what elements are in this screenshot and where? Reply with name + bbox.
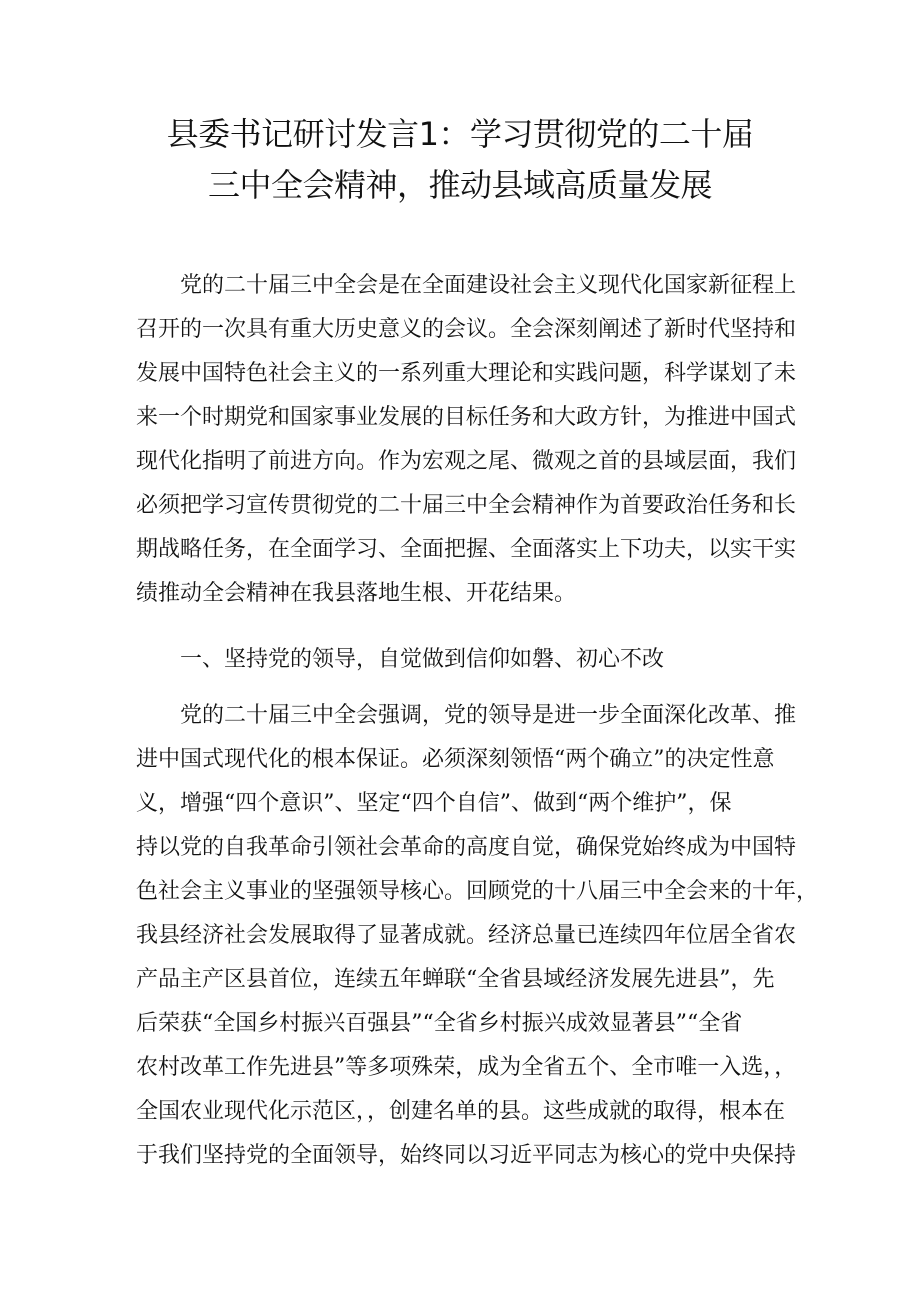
paragraph-2-line: 我县经济社会发展取得了显著成就。经济总量已连续四年位居全省农: [136, 923, 797, 948]
document-title-line-2: 三中全会精神，推动县域高质量发展: [207, 166, 712, 204]
paragraph-2-line: 农村改革工作先进县”等多项殊荣，成为全省五个、全市唯一入选，，: [136, 1055, 797, 1080]
paragraph-1-line: 绩推动全会精神在我县落地生根、开花结果。: [136, 581, 577, 606]
document-title-line-1: 县委书记研讨发言1：学习贯彻党的二十届: [166, 115, 754, 153]
paragraph-1-line: 现代化指明了前进方向。作为宏观之尾、微观之首的县域层面，我们: [136, 449, 797, 474]
paragraph-2-line: 持以党的自我革命引领社会革命的高度自觉，确保党始终成为中国特: [136, 835, 797, 860]
paragraph-1-line: 期战略任务，在全面学习、全面把握、全面落实上下功夫，以实干实: [136, 537, 797, 562]
paragraph-1-line: 必须把学习宣传贯彻党的二十届三中全会精神作为首要政治任务和长: [136, 493, 797, 518]
paragraph-1-line: 召开的一次具有重大历史意义的会议。全会深刻阐述了新时代坚持和: [136, 317, 797, 342]
paragraph-2-line: 产品主产区县首位，连续五年蝉联“全省县域经济发展先进县”，先: [136, 967, 775, 992]
section-heading: 一、坚持党的领导，自觉做到信仰如磐、初心不改: [180, 647, 665, 672]
paragraph-2-line: 进中国式现代化的根本保证。必须深刻领悟“两个确立”的决定性意: [136, 747, 775, 772]
paragraph-2-line: 于我们坚持党的全面领导，始终同以习近平同志为核心的党中央保持: [136, 1143, 797, 1168]
paragraph-1-line: 来一个时期党和国家事业发展的目标任务和大政方针，为推进中国式: [136, 405, 797, 430]
paragraph-2-line: 后荣获“全国乡村振兴百强县”“全省乡村振兴成效显著县”“全省: [136, 1011, 743, 1036]
paragraph-2-line: 义，增强“四个意识”、坚定“四个自信”、做到“两个维护”，保: [136, 791, 732, 816]
paragraph-2-line: 党的二十届三中全会强调，党的领导是进一步全面深化改革、推: [180, 703, 797, 728]
paragraph-2-line: 全国农业现代化示范区，，创建名单的县。这些成就的取得，根本在: [136, 1099, 786, 1124]
paragraph-1-line: 发展中国特色社会主义的一系列重大理论和实践问题，科学谋划了未: [136, 361, 797, 386]
paragraph-2-line: 色社会主义事业的坚强领导核心。回顾党的十八届三中全会来的十年，: [136, 879, 819, 904]
paragraph-1-line: 党的二十届三中全会是在全面建设社会主义现代化国家新征程上: [180, 273, 797, 298]
